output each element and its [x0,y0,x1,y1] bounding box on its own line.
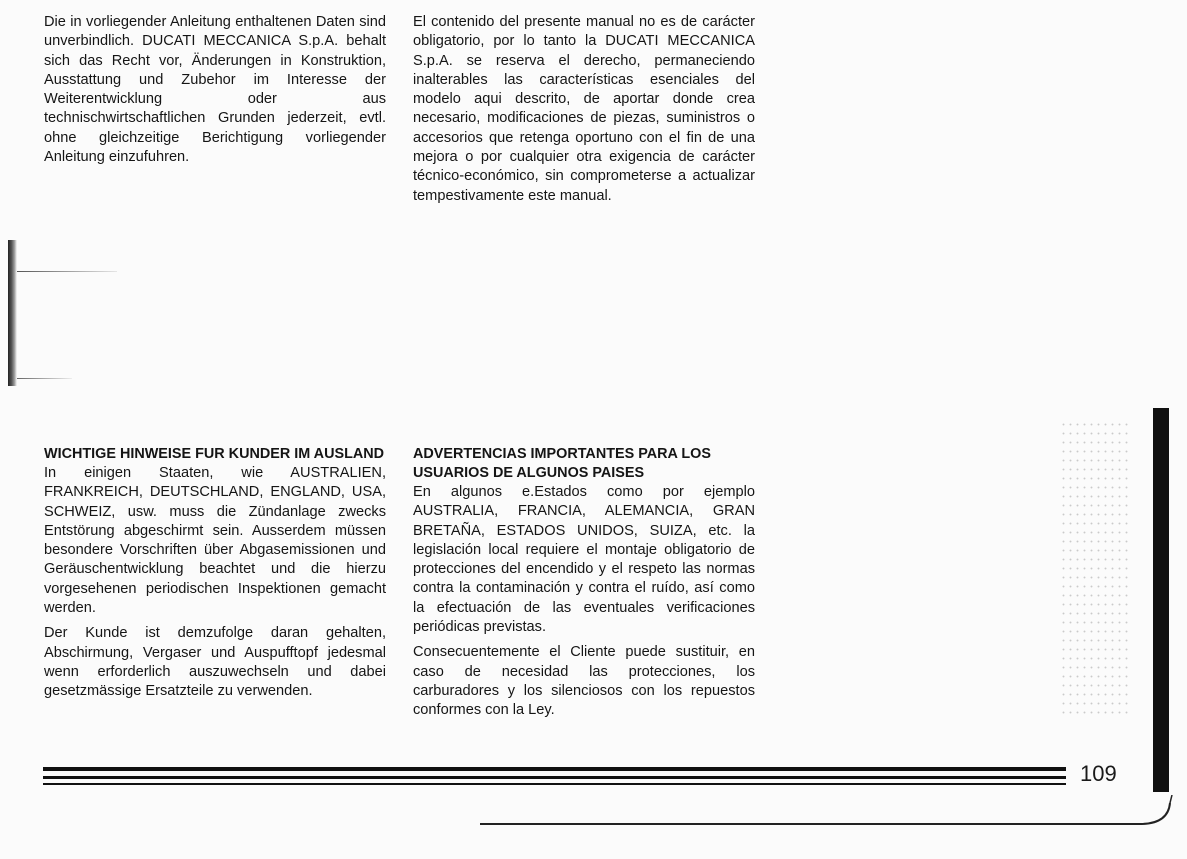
german-notice-column [44,445,386,708]
german-notice-paragraph-2: Der Kunde ist demzufolge daran gehalten, Abschirmung, Vergaser und Auspufftopf jedesmal wenn erforderlich auszuwechseln und dabei gesetzmässige Ersatzteile zu verwenden. [44,625,386,700]
spanish-notice-paragraph-1: En algunos e.Estados como por ejemplo AUSTRALIA, FRANCIA, ALEMANCIA, GRAN BRETAÑA, ESTADOS UNIDOS, SUIZA, etc. la legislación local requiere el montaje obligatorio de protecciones del encendido y el respeto las normas contra la contaminación y contra el ruído, así como la efectuación de las eventuales verificaciones periódicas previstas. [413,484,755,636]
spanish-notice-paragraph-2: Consecuentemente el Cliente puede sustituir, en caso de necesidad las protecciones, los carburadores y los silenciosos con los repuestos conformes con la Ley. [413,644,755,719]
spanish-notice-heading: ADVERTENCIAS IMPORTANTES PARA LOS USUARIOS DE ALGUNOS PAISES [413,446,711,481]
german-notice-paragraph-1: In einigen Staaten, wie AUSTRALIEN, FRANKREICH, DEUTSCHLAND, ENGLAND, USA, SCHWEIZ, usw. muss die Zündanlage zwecks Entstörung abgeschirmt sein. Ausserdem müssen besondere Vorschriften über Abgasemissionen und Geräuschentwicklung beachtet und die hierzu vorgesehenen periodischen Inspektionen gemacht werden. [44,465,386,617]
thumb-index-notch [1153,550,1163,576]
scan-noise [1060,420,1130,720]
scan-edge-line [17,271,117,272]
german-intro-column [44,13,386,173]
page-number: 109 [1080,761,1117,786]
thumb-index-tab [1153,408,1169,792]
spanish-notice-column [413,445,755,727]
spanish-intro-column [413,13,755,212]
footer-rule [43,783,1066,785]
scan-edge-line [17,378,72,379]
footer-rule [43,767,1066,771]
scan-edge-artifact [8,240,17,386]
footer-rule [43,776,1066,779]
german-intro-paragraph: Die in vorliegender Anleitung enthaltenen Daten sind unverbindlich. DUCATI MECCANICA S.p.A. behalt sich das Recht vor, Änderungen in Konstruktion, Ausstattung und Zubehor im Interesse der Weiterentwicklung oder aus technischwirtschaftlichen Grunden jederzeit, evtl. ohne gleichzeitige Berichtigung vorliegender Anleitung einzufuhren. [44,14,386,166]
german-notice-heading: WICHTIGE HINWEISE FUR KUNDER IM AUSLAND [44,446,385,462]
spanish-intro-paragraph: El contenido del presente manual no es de carácter obligatorio, por lo tanto la DUCATI MECCANICA S.p.A. se reserva el derecho, permaneciendo inalterables las características esenciales del modelo aqui descrito, de aportar donde crea necesario, modificaciones de piezas, suministros o accesorios que retenga oportuno con el fin de una mejora o por cualquier otra exigencia de carácter técnico-económico, sin comprometerse a actualizar tempestivamente este manual. [413,14,755,204]
page-edge-curve [480,795,1185,835]
